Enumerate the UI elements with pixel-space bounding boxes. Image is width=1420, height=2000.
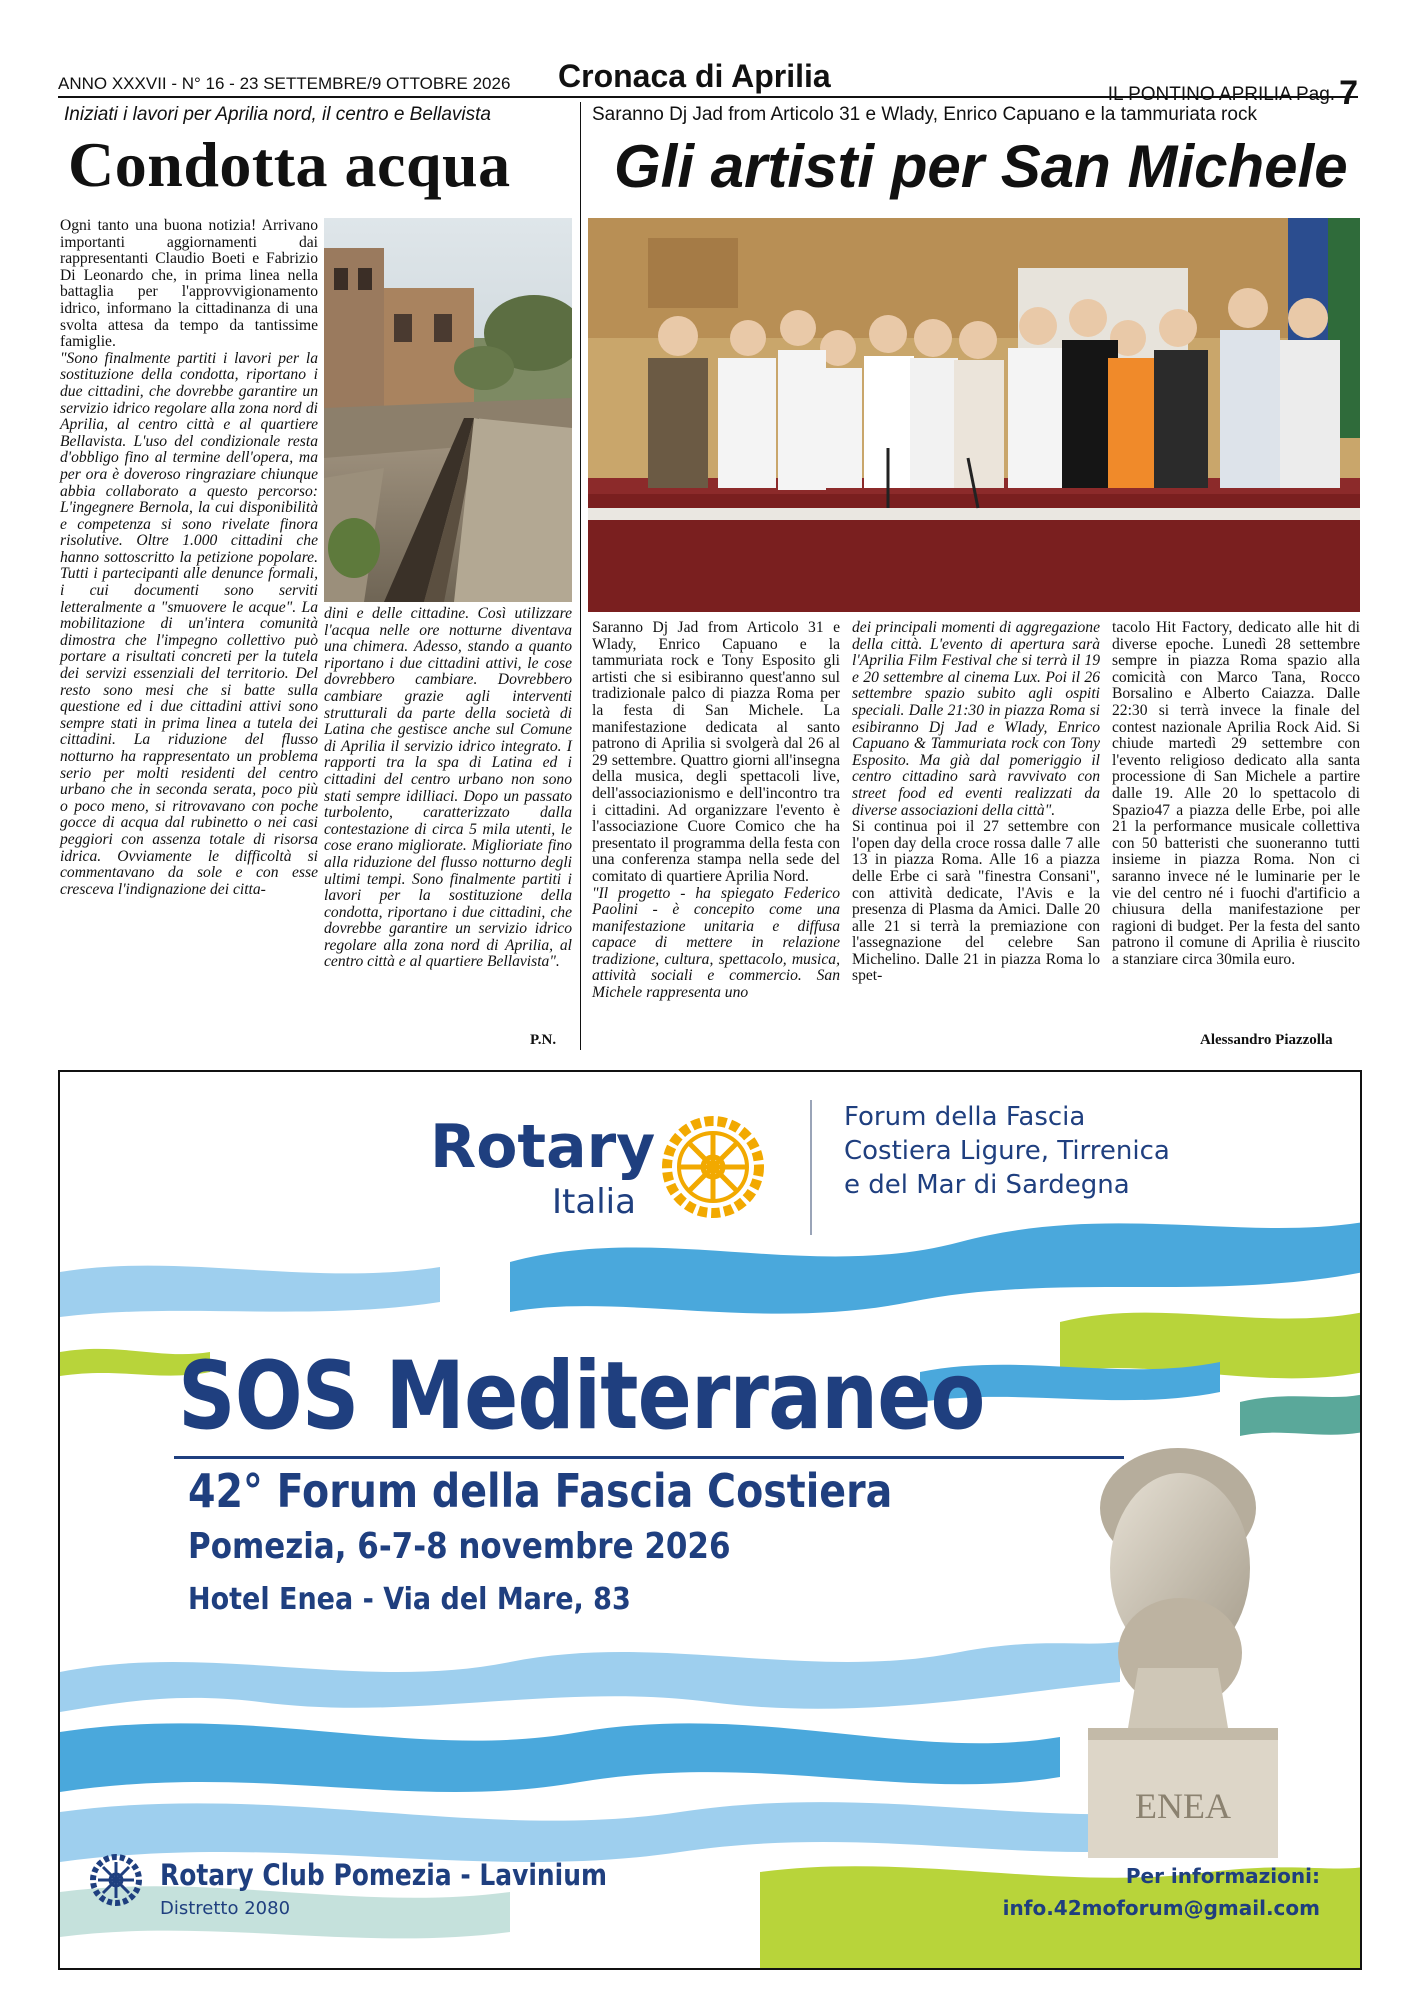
left-col2-text: dini e delle cittadine. Così utilizzare l'acqua nelle ore notturne diventava una chimera. Adesso, stando a quanto riportano i due cittadini attivi, le cose dovrebbero cambiare. Dovrebbero cambiare grazie agli interventi strutturali da parte della società di Latina che gestisce anche sul Comune di Aprilia il servizio idrico integrato. I rapporti tra la spa di Latina ed i cittadini del centro urbano non sono stati sempre idilliaci. Dopo un passato turbolento, caratterizzato dalla contestazione di circa 5 mila utenti, le cose erano migliorate. Miglioriate fino alla riduzione del flusso notturno degli ultimi tempi. Sono finalmente partiti i lavori per la sostituzione della condotta, riportano i due cittadini, che dovrebbe garantire un servizio idrico regolare alla zona nord di Aprilia, al centro città e al quartiere Bellavista".: [324, 605, 572, 971]
left-article-col1: [60, 218, 318, 1048]
rotary-italia: Italia: [552, 1182, 636, 1222]
paper-name: IL PONTINO APRILIA Pag.: [1107, 84, 1336, 105]
right-article-col1: [592, 620, 840, 1048]
forum-line3: e del Mar di Sardegna: [844, 1170, 1130, 1200]
right-kicker: Saranno Dj Jad from Articolo 31 e Wlady, Enrico Capuano e la tammuriata rock: [592, 104, 1257, 125]
rotary-logo-text: Rotary: [430, 1112, 656, 1182]
left-headline: Condotta acqua: [68, 129, 511, 200]
right-author: Alessandro Piazzolla: [1200, 1032, 1333, 1048]
right-article-col2: [852, 620, 1100, 1048]
bust-label: ENEA: [1135, 1786, 1231, 1826]
page-header: [58, 58, 1358, 112]
left-intro: Ogni tanto una buona notizia! Arrivano importanti aggiornamenti dai rappresentanti Claudio Boeti e Fabrizio Di Leonardo che, in prima linea nella battaglia per l'approvvigionamento idrico, informano la cittadinanza di una svolta attesa da tempo da tantissime famiglie.: [60, 217, 318, 351]
right-col2-quote: dei principali momenti di aggregazione della città. L'evento di apertura sarà l'Aprilia Film Festival che si terrà il 19 e 20 settembre al cinema Lux. Poi il 26 settembre spazio subito agli ospiti speciali. Dalle 21:30 in piazza Roma si esibiranno Dj Jad e Wlady, Enrico Capuano & Tammuriata rock con Tony Esposito. Ma già dal pomeriggio il centro cittadino sarà ravvivato con street food ed eventi realizzati da diverse associazioni della città".: [852, 619, 1100, 819]
ad-title: SOS Mediterraneo: [178, 1342, 985, 1451]
page-number: 7: [1339, 74, 1358, 112]
forum-line1: Forum della Fascia: [844, 1102, 1086, 1132]
right-col2-text: Si continua poi il 27 settembre con l'open day della croce rossa dalle 7 alle 13 in piazza Roma. Alle 16 a piazza delle Erbe ci sarà "finestra Consani", con attività dedicate, l'Avis e la presenza di Plasma da Amici. Dalle 20 alle 21 si terrà la premiazione con l'assegnazione del celebre San Michelino. Dalle 21 in piazza Roma lo spet-: [852, 818, 1100, 985]
left-kicker: Iniziati i lavori per Aprilia nord, il centro e Bellavista: [64, 104, 491, 125]
press-conference-photo: [588, 218, 1360, 612]
rotary-club-wheel-icon: [88, 1852, 144, 1908]
ad-title-rule: [174, 1456, 1124, 1459]
rotary-wheel-icon: [658, 1112, 768, 1222]
right-col3-text: tacolo Hit Factory, dedicato alle hit di diverse epoche. Lunedì 28 settembre sempre in piazza Roma spazio alla comicità con Marco Tana, Rocco Borsalino e Alberto Caiazza. Dalle 22:30 si terrà invece la finale del contest nazionale Aprilia Rock Aid. Si chiude martedì 29 settembre con l'evento religioso dedicato alla santa processione di San Michele a partire dalle 19. Alle 20 lo spettacolo di Spazio47 a piazza delle Erbe, poi alle 21 la performance musicale collettiva con 50 batteristi che suoneranno tutti insieme in piazza Roma. Non ci saranno invece né le luminarie per le vie del centro né i fuochi d'artificio a chiusura della manifestazione per ragioni di budget. Per la festa del santo patrono il comune di Aprilia è riuscito a stanziare circa 30mila euro.: [1112, 619, 1360, 968]
rotary-advertisement: [58, 1070, 1362, 1970]
club-district: Distretto 2080: [160, 1898, 291, 1919]
ad-dates: Pomezia, 6-7-8 novembre 2026: [188, 1526, 731, 1567]
enea-bust-image: [1068, 1438, 1298, 1868]
ad-separator: [810, 1100, 812, 1235]
column-divider: [580, 102, 581, 1050]
section-title: Cronaca di Aprilia: [558, 58, 831, 94]
left-quote: "Sono finalmente partiti i lavori per la sostituzione della condotta, riportano i due cittadini, che dovrebbe garantire un servizio idrico regolare alla zona nord di Aprilia, al centro città e al quartiere Bellavista. L'uso del condizionale resta d'obbligo fino al termine dell'opera, ma per ora è doveroso ringraziare chiunque abbia collaborato a questo percorso: L'ingegnere Bernola, la cui disponibilità e competenza si sono rivelate finora risolutive. Oltre 1.000 cittadini che hanno sottoscritto la petizione popolare. Tutti i partecipanti alle denunce formali, i cui documenti sono serviti letteralmente a "smuovere le acque". La mobilitazione di un'intera comunità dimostra che l'impegno collettivo può portare a risultati concreti per la tutela dei servizi essenziali del territorio. Del resto sono mesi che si batte sulla questione ed i due cittadini attivi sono sempre stati in prima linea a tutela dei cittadini. La riduzione del flusso notturno ha rappresentato un problema serio per molti residenti del centro urbano che in seconda serata, poco più o poco meno, si ritrovavano con poche gocce di acqua dal rubinetto o nei casi peggiori con assenza totale di risorsa idrica. Ovviamente le difficoltà si commentavano da sole e con esse cresceva l'indignazione dei citta-: [60, 349, 318, 898]
info-label: Per informazioni:: [1125, 1864, 1320, 1888]
forum-description: [844, 1100, 1170, 1202]
ad-forum-edition: 42° Forum della Fascia Costiera: [188, 1464, 893, 1518]
info-email[interactable]: info.42moforum@gmail.com: [1002, 1896, 1320, 1920]
right-col1-text: Saranno Dj Jad from Articolo 31 e Wlady, Enrico Capuano e la tammuriata rock e Tony Esposito gli artisti che si esibiranno quest'anno sul tradizionale palco di piazza Roma per la festa di San Michele. La manifestazione dedicata al santo patrono di Aprilia si svolgerà dal 26 al 29 settembre. Quattro giorni all'insegna della musica, degli spettacoli live, dell'associazionismo e dell'incontro tra i cittadini. Ad organizzare l'evento è l'associazione Cuore Comico che ha presentato il programma della festa con una conferenza stampa nella sede del comitato di quartiere Aprilia Nord.: [592, 619, 840, 885]
left-article-col2: [324, 606, 572, 1048]
trench-photo: [324, 218, 572, 602]
ad-venue: Hotel Enea - Via del Mare, 83: [188, 1582, 631, 1617]
forum-line2: Costiera Ligure, Tirrenica: [844, 1136, 1170, 1166]
left-signature: P.N.: [530, 1032, 557, 1048]
right-headline: Gli artisti per San Michele: [614, 133, 1348, 200]
right-col1-quote: "Il progetto - ha spiegato Federico Paolini - è concepito come una manifestazione unitaria e diffusa capace di mettere in relazione tradizione, cultura, spettacolo, musica, attività sociali e commercio. San Michele rappresenta uno: [592, 884, 840, 1002]
issue-line: ANNO XXXVII - N° 16 - 23 SETTEMBRE/9 OTTOBRE 2026: [58, 74, 511, 93]
right-article-col3: [1112, 620, 1360, 1030]
club-name: Rotary Club Pomezia - Lavinium: [160, 1858, 607, 1892]
